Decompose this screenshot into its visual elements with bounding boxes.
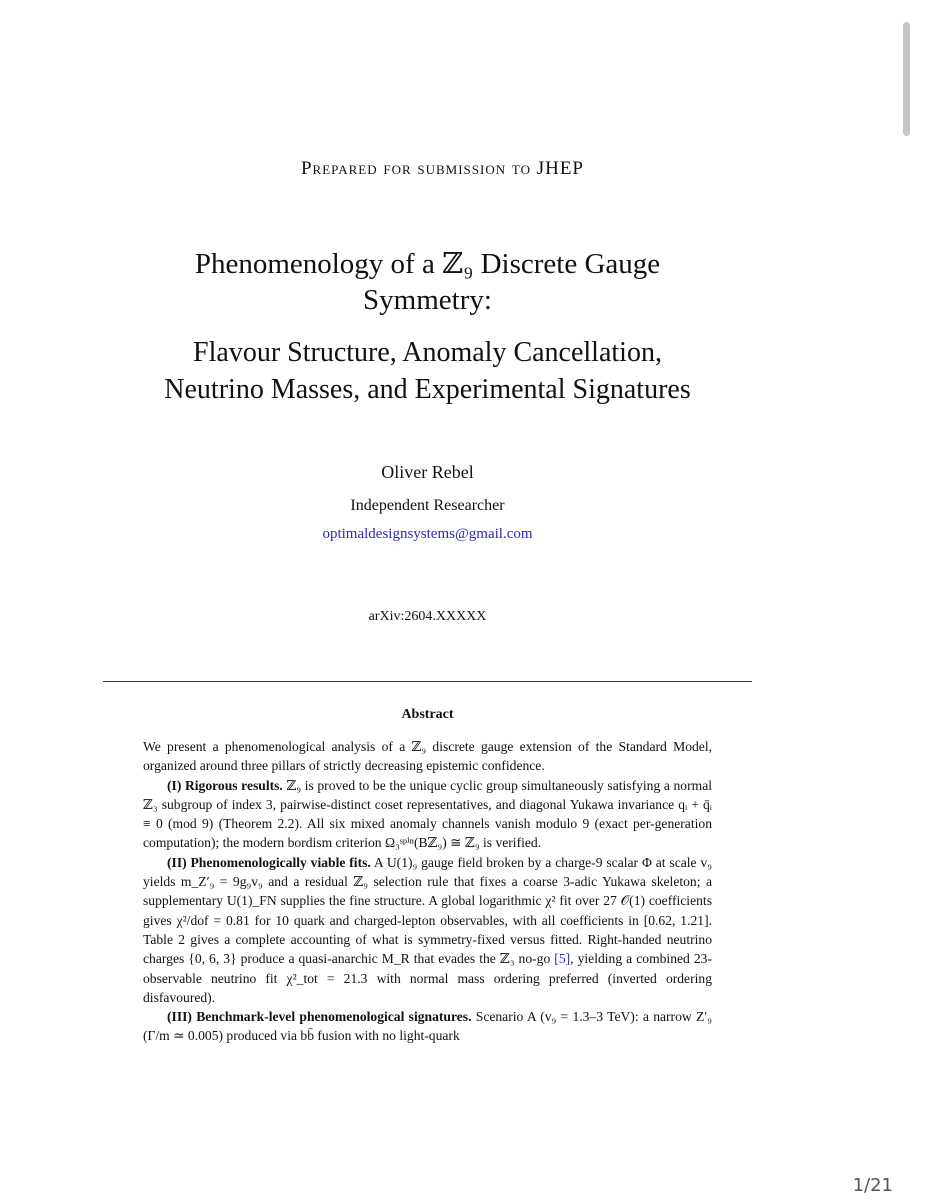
- author-email: [0, 526, 855, 543]
- title-line-1: Phenomenology of a ℤ₉ Discrete Gauge: [194, 248, 661, 280]
- abstract-body: [143, 737, 712, 1046]
- scrollbar-thumb[interactable]: [903, 22, 910, 136]
- journal-note: Prepared for submission to JHEP: [300, 158, 585, 179]
- citation-link[interactable]: [5]: [554, 951, 571, 967]
- author-email-link[interactable]: optimaldesignsystems@gmail.com: [322, 526, 533, 542]
- author-name: Oliver Rebel: [381, 462, 474, 482]
- abstract-p2-text-a: A U(1)₉ gauge field broken by a charge-9 scalar Φ at scale v₉ yields m_Z′₉ = 9g₉v₉ and a residual ℤ₉ selection rule that fixes a coarse 3-adic Yukawa skeleton; a supplementary U(1)_FN supplies the fine structure. A global logarithmic χ² fit over 27 𝒪(1) coefficients gives χ²/dof = 0.81 for 10 quark and charged-lepton observables, with all coefficients in [0.62, 1.21]. Table 2 gives a complete accounting of what is symmetry-fixed versus fitted. Right-handed neutrino charges {0, 6, 3} produce a quasi-anarchic M_R that evades the ℤ₃ no-go: [143, 854, 712, 967]
- abstract-paragraph-2: [143, 853, 712, 1007]
- arxiv-id: arXiv:2604.XXXXX: [368, 609, 487, 624]
- abstract-p2-label: (II) Phenomenologically viable fits.: [167, 854, 371, 870]
- abstract-p1-text: ℤ₉ is proved to be the unique cyclic group simultaneously satisfying a normal ℤ₃ subgroup of index 3, pairwise-distinct coset representatives, and diagonal Yukawa invariance qᵢ + q̄ᵢ ≡ 0 (mod 9) (Theorem 2.2). All six mixed anomaly channels vanish modulo 9 (exact per-generation computation); the modern bordism criterion Ω₃ˢᵖⁱⁿ(Bℤ₉) ≅ ℤ₉ is verified.: [143, 777, 713, 851]
- paper-subtitle: [80, 334, 775, 408]
- subtitle-line-1: Flavour Structure, Anomaly Cancellation,: [193, 337, 662, 368]
- page-indicator: 1/21: [852, 1175, 893, 1196]
- abstract-paragraph-1: [143, 776, 712, 853]
- abstract-paragraph-3: [143, 1007, 712, 1046]
- abstract-intro: We present a phenomenological analysis of a ℤ₉ discrete gauge extension of the Standard Model, organized around three pillars of strictly decreasing epistemic confidence.: [143, 739, 712, 774]
- abstract-heading: Abstract: [401, 707, 454, 722]
- paper-title: [80, 246, 775, 318]
- abstract-p3-label: (III) Benchmark-level phenomenological signatures.: [167, 1009, 472, 1025]
- abstract-p1-label: (I) Rigorous results.: [167, 777, 283, 793]
- subtitle-line-2: Neutrino Masses, and Experimental Signatures: [164, 374, 691, 405]
- abstract-p2-text-b: , yielding a combined 23-observable neutrino fit χ²_tot = 21.3 with normal mass ordering preferred (inverted ordering disfavoured).: [143, 951, 712, 1005]
- horizontal-rule: [103, 681, 752, 682]
- abstract-p3-text: Scenario A (v₉ = 1.3–3 TeV): a narrow Z′₉ (Γ/m ≃ 0.005) produced via bb̄ fusion with no light-quark: [143, 1009, 712, 1044]
- author-affiliation: Independent Researcher: [350, 497, 505, 514]
- title-line-2: Symmetry:: [363, 284, 492, 316]
